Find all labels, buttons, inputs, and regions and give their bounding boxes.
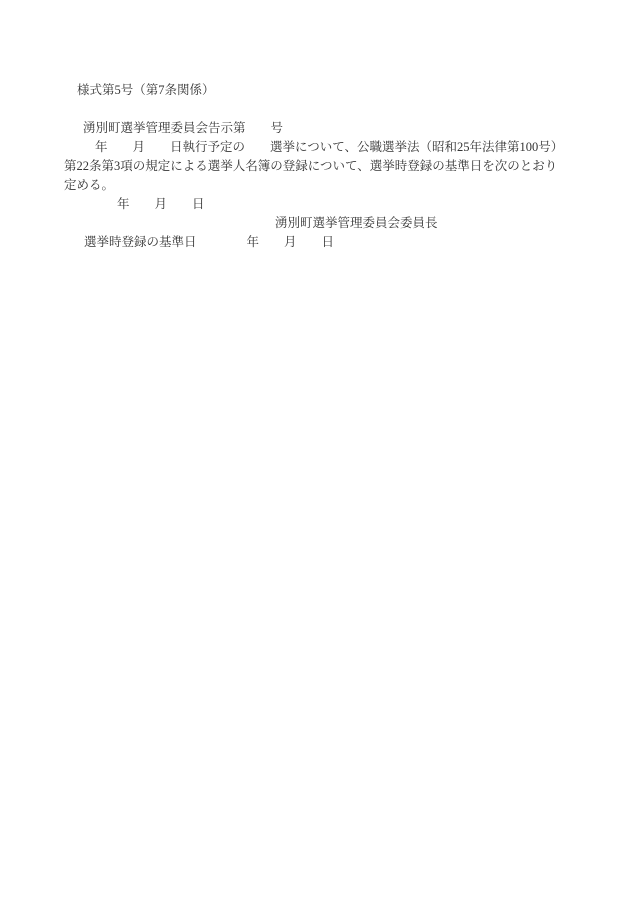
body-line-regulation: 第22条第3項の規定による選挙人名簿の登録について、選挙時登録の基準日を次のとおり (64, 159, 558, 173)
base-date-line: 選挙時登録の基準日 年 月 日 (84, 235, 335, 249)
body-line-election-date: 年 月 日執行予定の 選挙について、公職選挙法（昭和25年法律第100号） (95, 140, 564, 154)
blank-line (64, 100, 590, 119)
signature-line: 湧別町選挙管理委員会委員長 (275, 216, 438, 230)
document-text-block (64, 81, 590, 252)
form-number: 様式第5号（第7条関係） (77, 83, 215, 97)
notice-number-line: 湧別町選挙管理委員会告示第 号 (83, 121, 284, 135)
body-line-sadameru: 定める。 (64, 178, 115, 192)
issue-date-line: 年 月 日 (117, 197, 205, 211)
